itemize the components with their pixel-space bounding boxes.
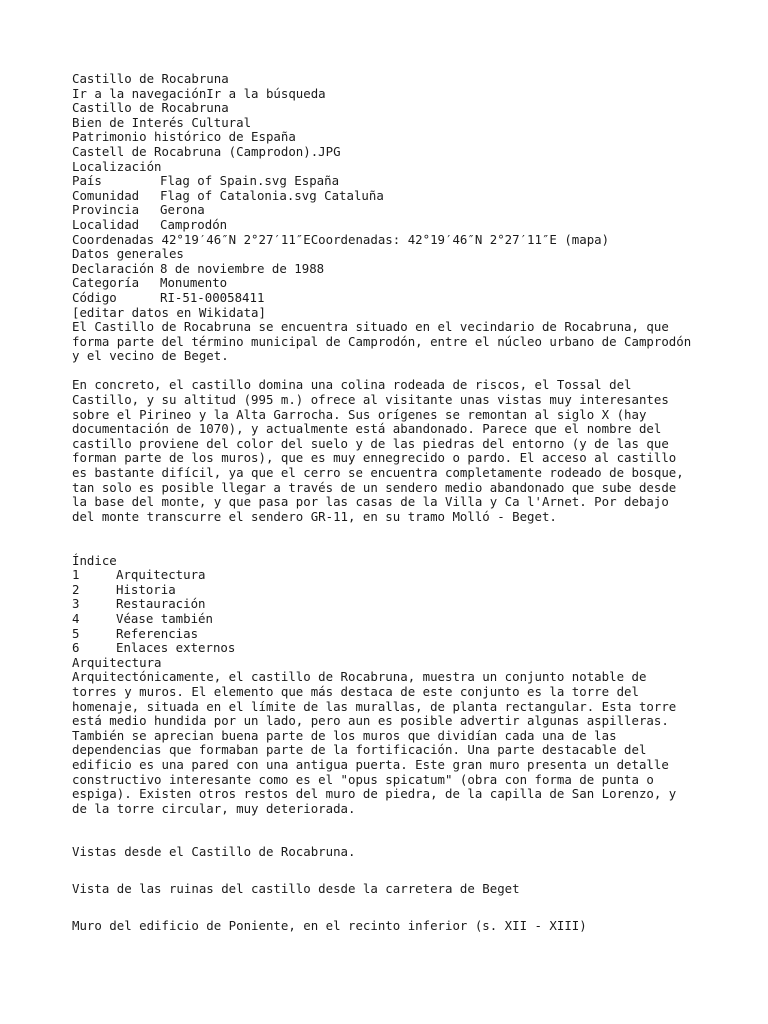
paragraph-line: En concreto, el castillo domina una colina rodeada de riscos, el Tossal del <box>72 377 632 393</box>
toc-item-label[interactable]: Restauración <box>116 596 206 612</box>
infobox-title: Castillo de Rocabruna <box>72 100 229 116</box>
paragraph-line: castillo proviene del color del suelo y de las piedras del entorno (y de las que <box>72 435 669 451</box>
infobox-row-key: Categoría <box>72 275 140 291</box>
toc-item[interactable] <box>72 627 732 642</box>
paragraph-line: es bastante difícil, ya que el cerro se encuentra completamente rodeado de bosque, <box>72 465 684 481</box>
paragraph-line: Castillo, y su altitud (995 m.) ofrece al visitante unas vistas muy interesantes <box>72 392 669 408</box>
infobox-heritage[interactable]: Patrimonio histórico de España <box>72 129 296 145</box>
infobox-row <box>72 262 732 277</box>
infobox-row <box>72 189 732 204</box>
paragraph-line: homenaje, situada en el límite de las murallas, de planta rectangular. Esta torre <box>72 698 677 714</box>
paragraph-line: sobre el Pirineo y la Alta Garrocha. Sus orígenes se remontan al siglo X (hay <box>72 406 647 422</box>
document-body <box>72 72 732 933</box>
location-paragraph <box>72 378 732 524</box>
toc-item[interactable] <box>72 568 732 583</box>
infobox-row <box>72 291 732 306</box>
infobox-row-key: Comunidad <box>72 187 140 203</box>
intro-paragraph <box>72 320 732 364</box>
toc-item[interactable] <box>72 612 732 627</box>
infobox-image-file[interactable]: Castell de Rocabruna (Camprodon).JPG <box>72 143 341 159</box>
paragraph-line: tan solo es posible llegar a través de un sendero medio abandonado que sube desde <box>72 479 677 495</box>
edit-wikidata-link[interactable]: [editar datos en Wikidata] <box>72 304 266 320</box>
toc-heading: Índice <box>72 552 117 568</box>
architecture-heading: Arquitectura <box>72 654 162 670</box>
general-data-rows <box>72 262 732 306</box>
infobox-row-value: Monumento <box>160 275 228 291</box>
paragraph-line: forman parte de los muros), que es muy ennegrecido o pardo. El acceso al castillo <box>72 450 677 466</box>
paragraph-line: constructivo interesante como es el "opus spicatum" (obra con forma de punta o <box>72 771 654 787</box>
toc-item-number: 3 <box>72 596 80 612</box>
nav-links-line[interactable]: Ir a la navegaciónIr a la búsqueda <box>72 85 326 101</box>
infobox-row <box>72 203 732 218</box>
toc-item[interactable] <box>72 597 732 612</box>
paragraph-line: la base del monte, y que pasa por las casas de la Villa y Ca l'Arnet. Por debajo <box>72 494 669 510</box>
infobox-row-key: Localidad <box>72 216 140 232</box>
infobox-row-key: Código <box>72 289 117 305</box>
paragraph-line: dependencias que formaban parte de la fortificación. Una parte destacable del <box>72 742 647 758</box>
toc-item-number: 5 <box>72 625 80 641</box>
infobox-row-value: RI-51-00058411 <box>160 289 265 305</box>
paragraph-line: También se aprecian buena parte de los muros que dividían cada una de las <box>72 727 617 743</box>
infobox-row-value[interactable]: Flag of Spain.svg España <box>160 173 340 189</box>
architecture-paragraph <box>72 670 732 816</box>
infobox-row-key: Provincia <box>72 202 140 218</box>
paragraph-line: está medio hundida por un lado, pero aun es posible advertir algunas aspilleras. <box>72 713 669 729</box>
paragraph-line: forma parte del término municipal de Camprodón, entre el núcleo urbano de Camprodón <box>72 333 692 349</box>
toc-item-label[interactable]: Enlaces externos <box>116 640 236 656</box>
paragraph-line: Arquitectónicamente, el castillo de Rocabruna, muestra un conjunto notable de <box>72 669 647 685</box>
toc-item-number: 1 <box>72 567 80 583</box>
paragraph-line: espiga). Existen otros restos del muro de piedra, de la capilla de San Lorenzo, y <box>72 786 677 802</box>
paragraph-line: El Castillo de Rocabruna se encuentra situado en el vecindario de Rocabruna, que <box>72 319 669 335</box>
infobox-row <box>72 218 732 233</box>
infobox-row <box>72 174 732 189</box>
toc-item-label[interactable]: Véase también <box>116 610 213 626</box>
general-data-heading: Datos generales <box>72 246 184 262</box>
infobox-row <box>72 276 732 291</box>
caption-wall: Muro del edificio de Poniente, en el recinto inferior (s. XII - XIII) <box>72 917 587 933</box>
infobox-row-value: 8 de noviembre de 1988 <box>160 260 325 276</box>
caption-ruins: Vista de las ruinas del castillo desde la carretera de Beget <box>72 881 520 897</box>
toc-item[interactable] <box>72 641 732 656</box>
infobox-row-key: Declaración <box>72 260 155 276</box>
paragraph-line: del monte transcurre el sendero GR-11, en su tramo Molló - Beget. <box>72 508 557 524</box>
coordinates-line[interactable]: Coordenadas 42°19′46″N 2°27′11″ECoordenadas: 42°19′46″N 2°27′11″E (mapa) <box>72 231 610 247</box>
location-heading: Localización <box>72 158 162 174</box>
infobox-row-value[interactable]: Flag of Catalonia.svg Cataluña <box>160 187 384 203</box>
toc-item-number: 2 <box>72 581 80 597</box>
caption-views: Vistas desde el Castillo de Rocabruna. <box>72 844 356 860</box>
toc-item-number: 6 <box>72 640 80 656</box>
paragraph-line: edificio es una pared con una antigua puerta. Este gran muro presenta un detalle <box>72 756 669 772</box>
infobox-row-key: País <box>72 173 102 189</box>
toc-item-label[interactable]: Arquitectura <box>116 567 206 583</box>
toc-item-label[interactable]: Historia <box>116 581 176 597</box>
table-of-contents <box>72 568 732 656</box>
infobox-row-value[interactable]: Camprodón <box>160 216 228 232</box>
page-title: Castillo de Rocabruna <box>72 71 229 86</box>
paragraph-line: de la torre circular, muy deteriorada. <box>72 800 356 816</box>
infobox-category[interactable]: Bien de Interés Cultural <box>72 114 252 130</box>
toc-item-number: 4 <box>72 610 80 626</box>
paragraph-line: y el vecino de Beget. <box>72 348 229 364</box>
toc-item[interactable] <box>72 583 732 598</box>
paragraph-line: torres y muros. El elemento que más destaca de este conjunto es la torre del <box>72 683 639 699</box>
infobox-row-value[interactable]: Gerona <box>160 202 205 218</box>
paragraph-line: documentación de 1070), y actualmente está abandonado. Parece que el nombre del <box>72 421 662 437</box>
toc-item-label[interactable]: Referencias <box>116 625 199 641</box>
location-rows <box>72 174 732 232</box>
